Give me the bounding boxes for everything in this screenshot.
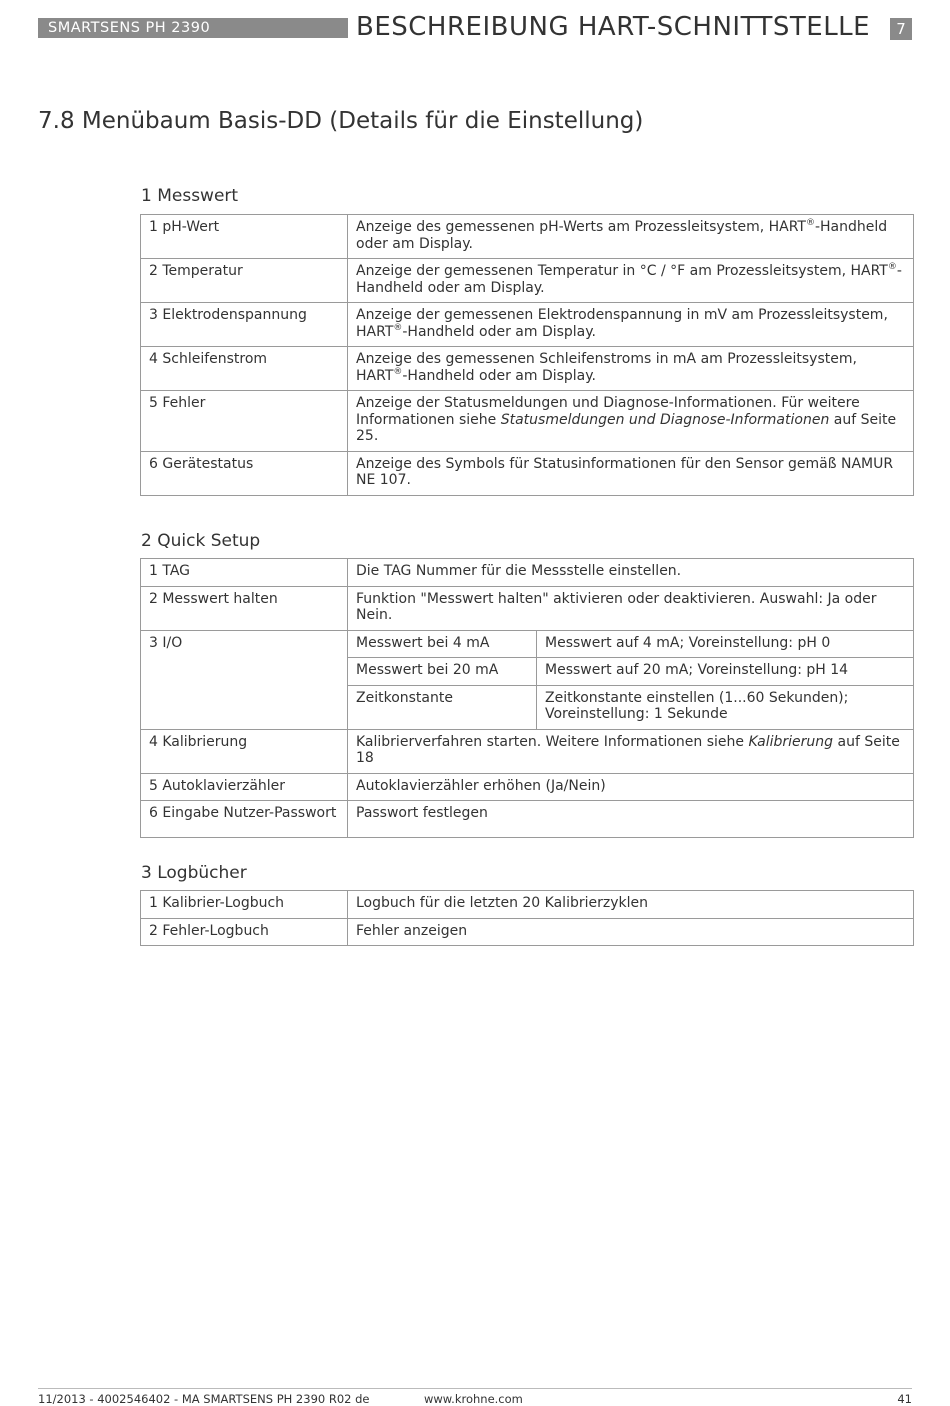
logbooks-table xyxy=(140,890,914,946)
menu-key: 1 Kalibrier-Logbuch xyxy=(141,891,348,919)
menu-description: Anzeige des gemessenen pH-Werts am Prozessleitsystem, HART®-Handheld oder am Display. xyxy=(348,215,914,259)
menu-key: 3 Elektrodenspannung xyxy=(141,303,348,347)
menu-description: Anzeige der gemessenen Temperatur in °C / °F am Prozessleitsystem, HART®-Handheld oder am Display. xyxy=(348,259,914,303)
submenu-key: Messwert bei 20 mA xyxy=(348,658,537,686)
document-reference: 11/2013 - 4002546402 - MA SMARTSENS PH 2390 R02 de xyxy=(38,1392,370,1406)
menu-description: Die TAG Nummer für die Messstelle einstellen. xyxy=(348,559,914,587)
table-row xyxy=(141,729,914,773)
table-row xyxy=(141,391,914,452)
table-row xyxy=(141,559,914,587)
chapter-number: 7 xyxy=(890,18,912,40)
chapter-title: BESCHREIBUNG HART-SCHNITTSTELLE xyxy=(356,12,871,42)
menu-key: 5 Fehler xyxy=(141,391,348,452)
menu-key: 3 I/O xyxy=(141,630,348,729)
table-row xyxy=(141,215,914,259)
table-row xyxy=(141,303,914,347)
menu-key: 4 Kalibrierung xyxy=(141,729,348,773)
section-title: 7.8 Menübaum Basis-DD (Details für die Einstellung) xyxy=(38,108,644,134)
menu-description: Logbuch für die letzten 20 Kalibrierzyklen xyxy=(348,891,914,919)
table-row xyxy=(141,630,914,658)
menu-description: Funktion "Messwert halten" aktivieren oder deaktivieren. Auswahl: Ja oder Nein. xyxy=(348,586,914,630)
product-name: SMARTSENS PH 2390 xyxy=(38,18,348,38)
page-header xyxy=(38,12,912,42)
submenu-key: Messwert bei 4 mA xyxy=(348,630,537,658)
cross-reference: Kalibrierung xyxy=(748,733,834,750)
messwert-heading: 1 Messwert xyxy=(141,186,239,206)
quick-setup-table xyxy=(140,558,914,838)
table-row xyxy=(141,259,914,303)
website-link[interactable]: www.krohne.com xyxy=(424,1392,523,1406)
footer-divider xyxy=(38,1388,912,1389)
menu-description: Anzeige des Symbols für Statusinformationen für den Sensor gemäß NAMUR NE 107. xyxy=(348,451,914,495)
menu-description: Anzeige der Statusmeldungen und Diagnose-Informationen. Für weitere Informationen siehe Statusmeldungen und Diagnose-Informationen auf Seite 25. xyxy=(348,391,914,452)
submenu-key: Zeitkonstante xyxy=(348,685,537,729)
messwert-table xyxy=(140,214,914,496)
menu-description: Zeitkonstante einstellen (1...60 Sekunden); Voreinstellung: 1 Sekunde xyxy=(537,685,914,729)
menu-key: 1 pH-Wert xyxy=(141,215,348,259)
menu-key: 2 Fehler-Logbuch xyxy=(141,918,348,946)
cross-reference: Statusmeldungen und Diagnose-Informationen xyxy=(500,411,830,428)
menu-description: Anzeige der gemessenen Elektrodenspannung in mV am Prozessleitsystem, HART®-Handheld oder am Display. xyxy=(348,303,914,347)
menu-description: Messwert auf 20 mA; Voreinstellung: pH 14 xyxy=(537,658,914,686)
table-row xyxy=(141,347,914,391)
menu-key: 6 Gerätestatus xyxy=(141,451,348,495)
table-row xyxy=(141,451,914,495)
menu-key: 6 Eingabe Nutzer-Passwort xyxy=(141,801,348,838)
page-number: 41 xyxy=(897,1392,912,1406)
menu-key: 1 TAG xyxy=(141,559,348,587)
menu-key: 5 Autoklavierzähler xyxy=(141,773,348,801)
page-footer xyxy=(38,1388,912,1406)
table-row xyxy=(141,891,914,919)
logbooks-heading: 3 Logbücher xyxy=(141,863,247,883)
menu-description: Kalibrierverfahren starten. Weitere Informationen siehe Kalibrierung auf Seite 18 xyxy=(348,729,914,773)
menu-key: 4 Schleifenstrom xyxy=(141,347,348,391)
menu-key: 2 Temperatur xyxy=(141,259,348,303)
menu-description: Autoklavierzähler erhöhen (Ja/Nein) xyxy=(348,773,914,801)
quick-setup-heading: 2 Quick Setup xyxy=(141,531,261,551)
table-row xyxy=(141,801,914,838)
menu-description: Passwort festlegen xyxy=(348,801,914,838)
menu-description: Fehler anzeigen xyxy=(348,918,914,946)
menu-description: Anzeige des gemessenen Schleifenstroms in mA am Prozessleitsystem, HART®-Handheld oder am Display. xyxy=(348,347,914,391)
table-row xyxy=(141,918,914,946)
table-row xyxy=(141,773,914,801)
table-row xyxy=(141,586,914,630)
menu-key: 2 Messwert halten xyxy=(141,586,348,630)
menu-description: Messwert auf 4 mA; Voreinstellung: pH 0 xyxy=(537,630,914,658)
